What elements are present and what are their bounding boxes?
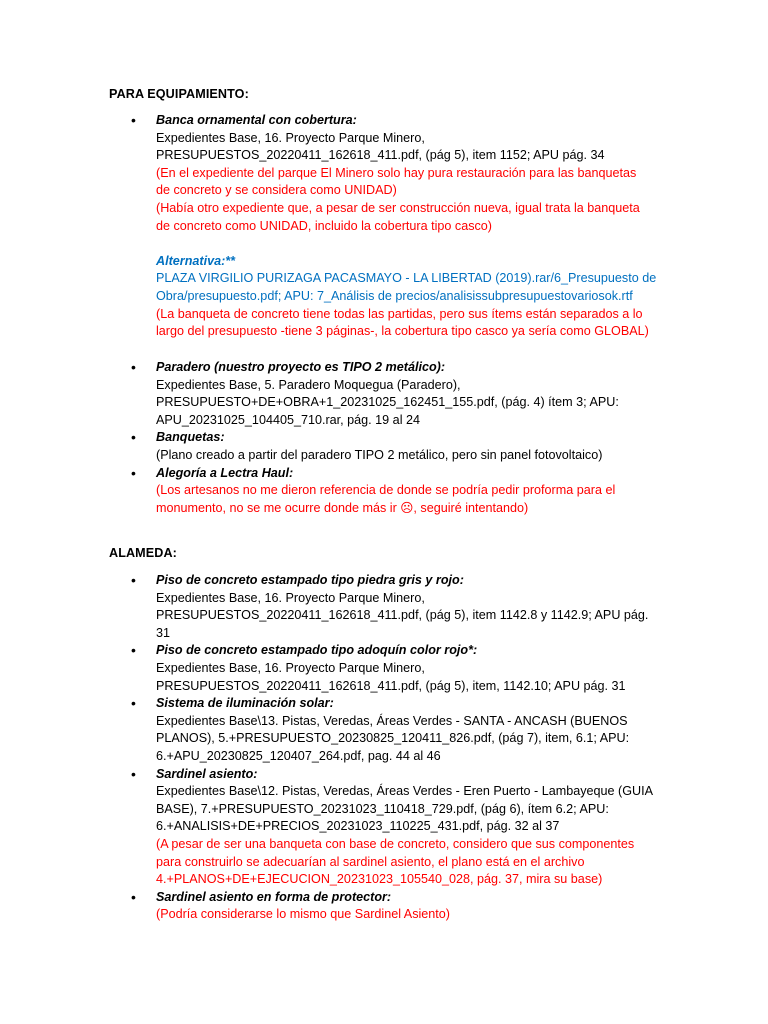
section-heading-alameda: ALAMEDA: xyxy=(109,546,177,560)
list-item-piso-piedra xyxy=(109,572,669,642)
bullet-icon: • xyxy=(131,572,136,588)
alternative-text: Obra/presupuesto.pdf; APU: 7_Análisis de precios/analisissubpresupuestovariosok.rtf xyxy=(156,288,633,303)
item-title: Sardinel asiento en forma de protector: xyxy=(156,889,392,904)
alternative-text: PLAZA VIRGILIO PURIZAGA PACASMAYO - LA LIBERTAD (2019).rar/6_Presupuesto de xyxy=(156,271,657,286)
list-item-iluminacion xyxy=(109,695,669,765)
note-red: para construirlo se adecuarían al sardinel asiento, el plano está en el archivo xyxy=(156,854,585,869)
list-item-sardinel xyxy=(109,766,669,889)
bullet-icon: • xyxy=(131,765,136,782)
equipamiento-list xyxy=(109,112,669,341)
note-red: monumento, no se me ocurre donde más ir ☹, seguiré intentando) xyxy=(156,500,529,515)
item-text: Expedientes Base\13. Pistas, Veredas, Áreas Verdes - SANTA - ANCASH (BUENOS xyxy=(156,713,628,728)
item-title: Sardinel asiento: xyxy=(156,766,258,781)
item-text: Expedientes Base, 16. Proyecto Parque Minero, xyxy=(156,590,425,605)
equipamiento-list-2 xyxy=(109,359,669,517)
item-title: Sistema de iluminación solar: xyxy=(156,696,334,711)
bullet-icon: • xyxy=(131,359,136,375)
note-red: de concreto y se considera como UNIDAD) xyxy=(156,183,397,198)
spacer xyxy=(156,235,669,253)
item-text: 31 xyxy=(156,625,171,640)
note-red: (Había otro expediente que, a pesar de ser construcción nueva, igual trata la banqueta xyxy=(156,200,640,215)
note-red: largo del presupuesto -tiene 3 páginas-, la cobertura tipo casco ya sería como GLOBAL) xyxy=(156,324,649,339)
alameda-list xyxy=(109,572,669,924)
item-title: Paradero (nuestro proyecto es TIPO 2 metálico): xyxy=(156,360,446,374)
note-red: de concreto como UNIDAD, incluido la cobertura tipo casco) xyxy=(156,218,492,233)
item-text: PRESUPUESTOS_20220411_162618_411.pdf, (pág 5), item, 1142.10; APU pág. 31 xyxy=(156,678,626,693)
bullet-icon: • xyxy=(131,888,136,905)
note-red: (Los artesanos no me dieron referencia de donde se podría pedir proforma para el xyxy=(156,483,616,498)
bullet-icon: • xyxy=(131,112,136,128)
item-text: PLANOS), 5.+PRESUPUESTO_20230825_120411_826.pdf, (pág 7), item, 6.1; APU: xyxy=(156,731,630,746)
item-text: APU_20231025_104405_710.rar, pág. 19 al 24 xyxy=(156,412,420,427)
list-item-paradero xyxy=(109,359,669,429)
list-item-sardinel-protector xyxy=(109,889,669,924)
note-red: (En el expediente del parque El Minero solo hay pura restauración para las banquetas xyxy=(156,165,637,180)
item-text: PRESUPUESTOS_20220411_162618_411.pdf, (pág 5), item 1142.8 y 1142.9; APU pág. xyxy=(156,608,649,623)
list-item-piso-adoquin xyxy=(109,642,669,695)
item-title: Piso de concreto estampado tipo adoquín color rojo*: xyxy=(156,643,478,658)
bullet-icon: • xyxy=(131,464,136,481)
note-red: (Podría considerarse lo mismo que Sardinel Asiento) xyxy=(156,907,450,922)
item-title: Banca ornamental con cobertura: xyxy=(156,113,357,127)
section-heading-equipamiento: PARA EQUIPAMIENTO: xyxy=(109,87,249,101)
item-title: Banquetas: xyxy=(156,430,225,445)
list-item-alegoria xyxy=(109,465,669,518)
bullet-icon: • xyxy=(131,695,136,712)
bullet-icon: • xyxy=(131,429,136,446)
bullet-icon: • xyxy=(131,642,136,659)
item-text: Expedientes Base, 16. Proyecto Parque Minero, xyxy=(156,130,425,145)
alternative-title: Alternativa:** xyxy=(156,253,236,268)
item-text: 6.+APU_20230825_120407_264.pdf, pag. 44 al 46 xyxy=(156,748,441,763)
note-red: (A pesar de ser una banqueta con base de concreto, considero que sus componentes xyxy=(156,836,635,851)
list-item-banca xyxy=(109,112,669,341)
note-red: 4.+PLANOS+DE+EJECUCION_20231023_105540_028, pág. 37, mira su base) xyxy=(156,872,603,887)
item-text: 6.+ANALISIS+DE+PRECIOS_20231023_110225_431.pdf, pág. 32 al 37 xyxy=(156,819,560,834)
item-text: Expedientes Base, 5. Paradero Moquegua (Paradero), xyxy=(156,377,461,392)
item-text: Expedientes Base, 16. Proyecto Parque Minero, xyxy=(156,660,425,675)
list-item-banquetas xyxy=(109,429,669,464)
item-text: Expedientes Base\12. Pistas, Veredas, Áreas Verdes - Eren Puerto - Lambayeque (GUIA xyxy=(156,784,654,799)
item-text: PRESUPUESTO+DE+OBRA+1_20231025_162451_155.pdf, (pág. 4) ítem 3; APU: xyxy=(156,395,619,410)
item-title: Piso de concreto estampado tipo piedra gris y rojo: xyxy=(156,573,464,587)
note-red: (La banqueta de concreto tiene todas las partidas, pero sus ítems están separados a lo xyxy=(156,306,643,321)
item-text: PRESUPUESTOS_20220411_162618_411.pdf, (pág 5), item 1152; APU pág. 34 xyxy=(156,148,605,163)
item-title: Alegoría a Lectra Haul: xyxy=(156,465,294,480)
item-text: BASE), 7.+PRESUPUESTO_20231023_110418_729.pdf, (pág 6), ítem 6.2; APU: xyxy=(156,801,609,816)
item-text: (Plano creado a partir del paradero TIPO 2 metálico, pero sin panel fotovoltaico) xyxy=(156,447,603,462)
